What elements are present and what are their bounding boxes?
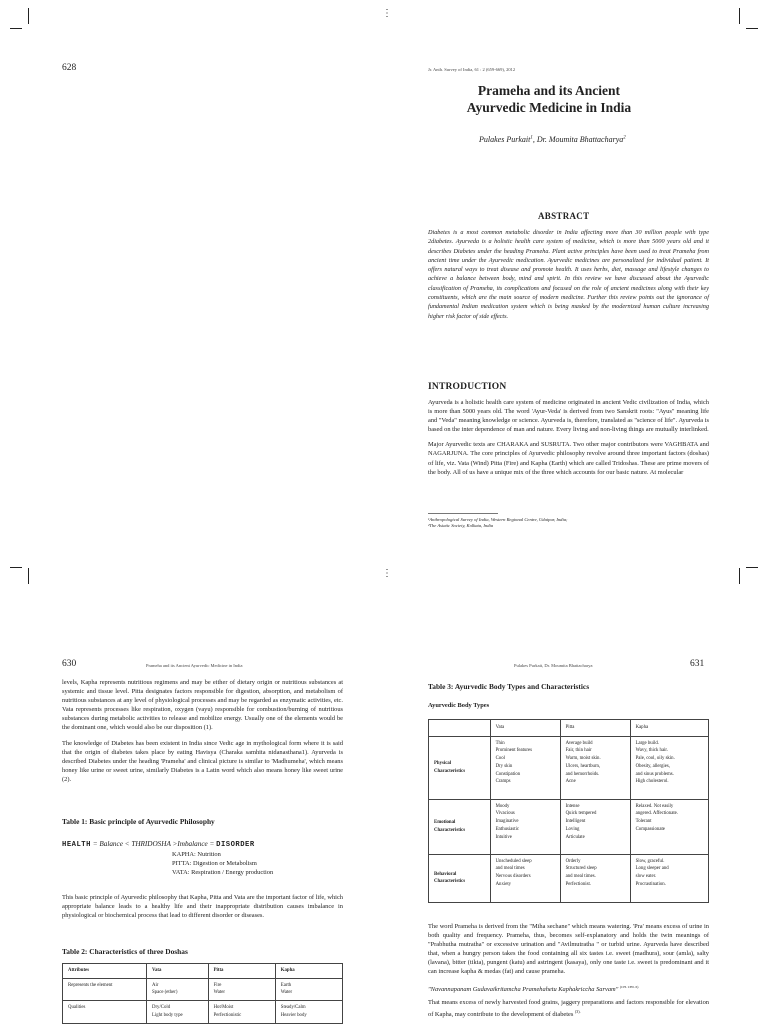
- author-superscript: 2: [623, 135, 626, 141]
- table-cell: Hot/Moist Perfectionistic: [208, 1001, 275, 1023]
- table-cell: Earth Water: [275, 978, 342, 1000]
- equation-kapha: KAPHA: Nutrition: [172, 851, 221, 858]
- doshas-table: [62, 963, 343, 1024]
- left-column-text: [62, 893, 343, 926]
- paragraph: Major Ayurvedic texts are CHARAKA and SUSRUTA. Two other major contributors were VAGHBATA and NAGARJUNA. The core principles of Ayurvedic philosophy revolve around three important factors (doshas) of life, viz. Vata (Wind) Pitta (Fire) and Kapha (Earth) which are called Tridoshas. These are prime movers of the body. All of us have a unique mix of the three which accounts for our basic nature. At molecular: [428, 441, 709, 476]
- table-cell: Moody Vivacious Imaginative Enthusiastic Intuitive: [490, 799, 560, 854]
- table-header-cell: [429, 720, 491, 737]
- table-header-cell: Vata: [147, 964, 209, 979]
- quote-line: [428, 983, 709, 994]
- abstract-heading: ABSTRACT: [538, 211, 590, 221]
- section-heading: INTRODUCTION: [428, 382, 507, 392]
- table-caption: Table 3: Ayurvedic Body Types and Characteristics: [428, 682, 590, 691]
- crop-mark: [10, 567, 22, 568]
- equation-balance: = Balance < THRIDOSHA >Imbalance =: [90, 840, 217, 848]
- article-title: [445, 82, 653, 116]
- center-tick: ⋮: [382, 568, 392, 579]
- table-header-cell: Vata: [490, 720, 560, 737]
- table-header-cell: Kapha: [630, 720, 708, 737]
- table-cell: Slow, graceful. Long sleeper and slow eater. Procrastination.: [630, 854, 708, 902]
- footnotes: [428, 517, 709, 529]
- paragraph: This basic principle of Ayurvedic philosophy that Kapha, Pitta and Vata are the important factor of life, which appropriate balance leads to a healthy life and their inappropriate distribution causes imbalance in physiological or biochemical process that lead to different disorder or diseases.: [62, 894, 343, 920]
- table-cell: Intense Quick tempered Intelligent Loving Articulate: [560, 799, 630, 854]
- page-number: 630: [62, 659, 77, 669]
- table-cell: Relaxed. Not easily angered. Affectionate. Tolerant Compassionate: [630, 799, 708, 854]
- table-cell: Average build Fair, thin hair Warm, moist skin. Ulcers, heartburn, and hemorrhoids. Acne: [560, 736, 630, 799]
- table-cell: Thin Prominent features Cool Dry skin Constipation Cramps: [490, 736, 560, 799]
- table-header-row: [429, 720, 709, 737]
- author-line: [479, 135, 626, 144]
- row-label: Emotional Characteristics: [429, 799, 491, 854]
- table-subcaption: Ayurvedic Body Types: [428, 702, 490, 709]
- table-cell: Large build. Wavy, thick hair. Pale, cool, oily skin. Obesity, allergies, and sinus problems. High cholesterol.: [630, 736, 708, 799]
- page-number: 628: [62, 63, 77, 73]
- table-cell: Air Space (ether): [147, 978, 209, 1000]
- equation-pitta: PITTA: Digestion or Metabolism: [172, 860, 257, 867]
- footnote-rule: [428, 513, 498, 514]
- equation-vata: VATA: Respiration / Energy production: [172, 869, 274, 876]
- table-cell: Dry/Cold Light body type: [147, 1001, 209, 1023]
- footnote: ²The Asiatic Society, Kolkata, India: [428, 523, 494, 528]
- row-label: Physical Characteristics: [429, 736, 491, 799]
- table-cell: Steady/Calm Heavier body: [275, 1001, 342, 1023]
- table-row: [63, 978, 343, 1000]
- table-row: [63, 1001, 343, 1023]
- crop-mark: [739, 8, 740, 24]
- crop-mark: [10, 28, 22, 29]
- right-column-text: [428, 922, 709, 1025]
- table-header-cell: Pitta: [208, 964, 275, 979]
- center-tick: ⋮: [382, 8, 392, 19]
- crop-mark: [28, 8, 29, 24]
- table-caption: Table 1: Basic principle of Ayurvedic Philosophy: [62, 817, 215, 826]
- citation: (3).: [574, 1008, 581, 1014]
- body-types-table: [428, 719, 709, 903]
- intro-text: [428, 398, 709, 483]
- table-cell: Represents the element: [63, 978, 147, 1000]
- running-head: Prameha and its Ancient Ayurvedic Medicine in India: [146, 663, 243, 668]
- author-name: Pulakes Purkait: [479, 135, 531, 144]
- table-header-cell: Pitta: [560, 720, 630, 737]
- paragraph: The word Prameha is derived from the "Miha sechane" which means watering. 'Pra' means excess of urine in both quality and frequency. Prameha, thus, becomes self-explanatory and holds the twin meanings of "Prabhutha mutratha" or excessive urination and "Avilmutratha " or turbid urine. Ayurveda have described that, when a hungry person takes the food containing all six tastes i.e. sweet (madhura), sour (amla), salty (lavana), bitter (tikta), pungent (katu) and astringent (kasaya), only one taste i.e. sweet is predominant and it can increase kapha & medas (fat) and cause prameha.: [428, 923, 709, 976]
- abstract-text: Diabetes is a most common metabolic disorder in India affecting more than 30 million people with type 2diabetes. Ayurveda is a holistic health care system of medicine, which is more than 5000 years old and it describes Diabetes under the heading Prameha. Plant active principles have been used to treat Prameha from ancient time under the Ayurvedic medication. Ayurvedic medicines are personalized for individual patient. It offers natural ways to treat disease and promote health. It uses herbs, diet, massage and lifestyle changes to achieve a balance between body, mind and spirit. In this review we have discussed about the Ayurvedic classification of Prameha, its complications and focused on the role of ancient medicines along with their key constituents, which are the main source of modern medicine. Further this review points out the ignorance of fundamental Indian medication system which is being masked by the modernized human culture increasing higher risk factor of side effects.: [428, 229, 709, 320]
- crop-mark: [746, 567, 758, 568]
- table-cell: Orderly Structured sleep and meal times. Perfectionist.: [560, 854, 630, 902]
- paragraph-text: That means excess of newly harvested food grains, jaggery preparations and factors responsible for elevation of Kapha, may contribute to the development of diabetes: [428, 998, 709, 1018]
- page-number: 631: [690, 659, 705, 669]
- table-row: [429, 799, 709, 854]
- footnote: ¹Anthropological Survey of India, Western Regional Centre, Udaipur, India;: [428, 517, 568, 522]
- table-header-cell: Attributes: [63, 964, 147, 979]
- principle-equation: [62, 839, 352, 877]
- crop-mark: [28, 568, 29, 584]
- table-cell: Qualities: [63, 1001, 147, 1023]
- author-name: , Dr. Moumita Bhattacharya: [532, 135, 624, 144]
- sanskrit-quote: "Navannapanam Gudavaikritamcha Pramehahetu Kaphakriccha Sarvam": [428, 985, 619, 993]
- crop-mark: [746, 28, 758, 29]
- equation-health: HEALTH: [62, 841, 91, 849]
- table-cell: Fire Water: [208, 978, 275, 1000]
- left-column-text: [62, 678, 343, 790]
- table-row: [429, 736, 709, 799]
- running-head: Pulakes Purkait, Dr. Moumita Bhattacharya: [514, 663, 593, 668]
- table-cell: Unscheduled sleep and meal times Nervous disorders Anxiety: [490, 854, 560, 902]
- paragraph: Ayurveda is a holistic health care system of medicine originated in ancient Vedic civilization of India, which is more than 5000 years old. The word 'Ayur-Veda' is derived from two Sanskrit roots: "Ayus" meaning life and "Veda" meaning knowledge or science. Ayurveda is, therefore, translated as "science of life". Ayurveda is based on the inter dependence of man and nature. Every living and non-living things are mutually interlinked.: [428, 399, 709, 434]
- paragraph: The knowledge of Diabetes has been existent in India since Vedic age in mythological form where it is said that the origin of diabetes takes place by eating Havisya (Charaka samhita nidanasthana1). Ayurveda is described Diabetes under the heading 'Prameha' and clinical picture is similar to 'Madhumeha', which means honey like urine or sweet urine, similarly Diabetes is a Latin word which also means honey like sweet urine (2).: [62, 739, 343, 783]
- author-superscript: 1: [530, 135, 533, 141]
- table-row: [429, 854, 709, 902]
- paragraph: [428, 998, 709, 1019]
- table-caption: Table 2: Characteristics of three Doshas: [62, 947, 188, 956]
- paragraph: levels, Kapha represents nutritious regimens and may be either of dietary origin or nutritious substances at systemic and tissue level. Pitta designates factors responsible for digestion, absorption, and metabolism of nutritious substances at any level of physiological processes and may be regarded as enzymatic activities, etc. Vata represents processes like respiration, oxygen (vayu) responsible for combustion/burning of nutritious substances during metabolic activities to release and mobilize energy. Usually one of the elements would be the dominant one, which would also be our disposition (1).: [62, 679, 343, 732]
- quote-reference: (CH. CHI. 6): [619, 984, 639, 989]
- title-line: Ayurvedic Medicine in India: [466, 100, 632, 115]
- row-label: Behavioral Characteristics: [429, 854, 491, 902]
- crop-mark: [739, 568, 740, 584]
- equation-disorder: DISORDER: [216, 841, 255, 849]
- table-header-cell: Kapha: [275, 964, 342, 979]
- table-header-row: [63, 964, 343, 979]
- title-line: Prameha and its Ancient: [477, 83, 621, 98]
- running-head: Jr. Anth. Survey of India, 61 : 2 (659-669), 2012: [428, 67, 516, 72]
